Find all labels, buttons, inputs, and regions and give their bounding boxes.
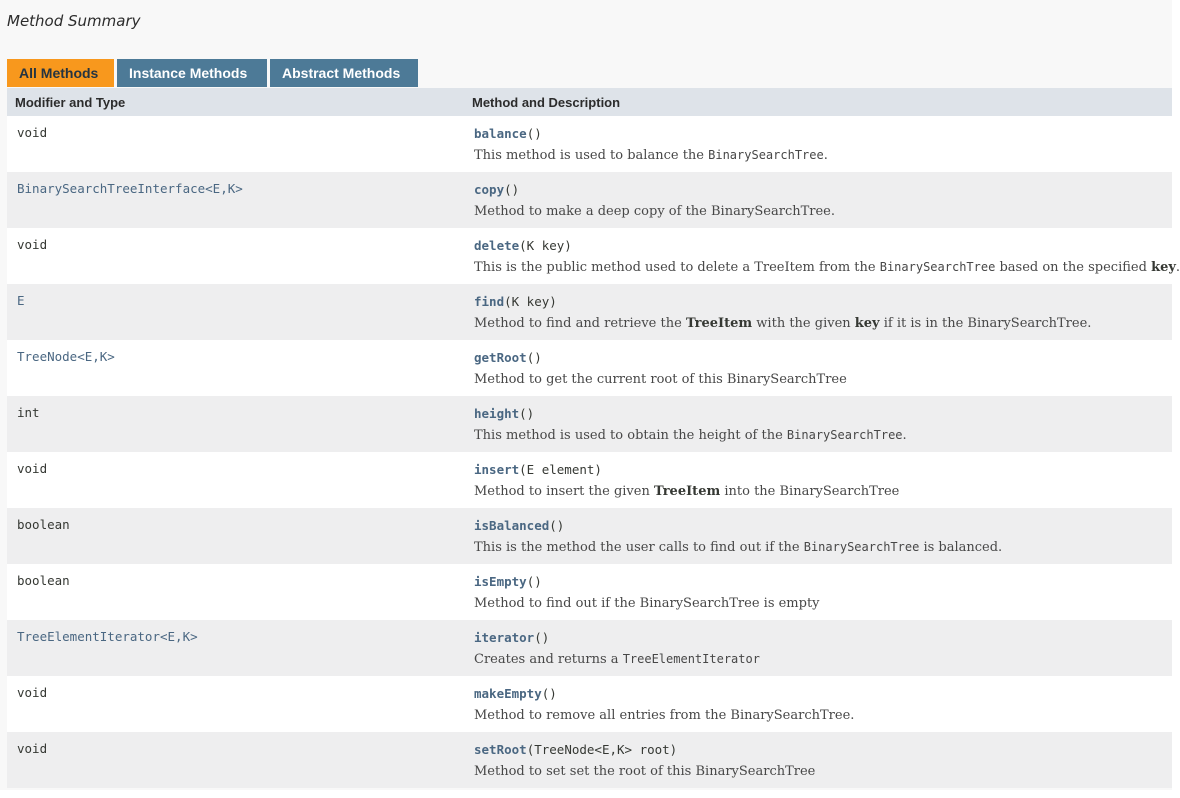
return-type-link[interactable]: BinarySearchTreeInterface<E,K>: [17, 181, 243, 196]
method-description-cell: [464, 284, 1172, 340]
table-row: [7, 620, 1172, 676]
method-signature: [474, 629, 1172, 647]
modifier-type-cell: [7, 564, 464, 620]
description-text: .: [823, 148, 828, 163]
method-description-cell: [464, 172, 1172, 228]
method-description: [474, 204, 1172, 219]
modifier-type-cell: [7, 284, 464, 340]
method-description: [474, 764, 1172, 779]
description-text: if it is in the BinarySearchTree.: [879, 316, 1092, 331]
modifier-type-cell: [7, 620, 464, 676]
column-header-method: Method and Description: [464, 88, 1172, 116]
tab-instance-methods[interactable]: Instance Methods: [117, 59, 267, 87]
table-row: [7, 172, 1172, 228]
method-params: (E element): [519, 462, 602, 477]
column-header-modifier: Modifier and Type: [7, 88, 464, 116]
method-params: (K key): [504, 294, 557, 309]
method-name-link[interactable]: find: [474, 294, 505, 309]
modifier-type-cell: [7, 228, 464, 284]
modifier-type-cell: [7, 732, 464, 788]
description-text: Method to insert the given: [474, 484, 654, 499]
method-params: (): [519, 406, 535, 421]
method-signature: [474, 293, 1172, 311]
method-name-link[interactable]: getRoot: [474, 350, 527, 365]
table-row: [7, 508, 1172, 564]
description-text: Method to find out if the BinarySearchTree is empty: [474, 596, 820, 611]
description-text: Creates and returns a: [474, 652, 623, 667]
table-row: [7, 452, 1172, 508]
description-text: Method to make a deep copy of the BinarySearchTree.: [474, 204, 836, 219]
return-type: boolean: [17, 573, 70, 588]
code-reference: BinarySearchTree: [803, 540, 920, 554]
bold-term: key: [854, 316, 880, 331]
table-row: [7, 340, 1172, 396]
method-description: [474, 428, 1172, 443]
return-type: void: [17, 237, 48, 252]
return-type-link[interactable]: E: [17, 293, 25, 308]
method-signature: [474, 125, 1172, 143]
method-description: [474, 148, 1172, 163]
method-params: (): [526, 574, 542, 589]
description-text: into the BinarySearchTree: [720, 484, 900, 499]
description-text: .: [1175, 260, 1180, 275]
bold-term: key: [1151, 260, 1176, 275]
section-title: Method Summary: [7, 12, 141, 30]
method-signature: [474, 517, 1172, 535]
method-params: (): [534, 630, 550, 645]
method-name-link[interactable]: delete: [474, 238, 520, 253]
method-description: [474, 540, 1172, 555]
method-signature: [474, 237, 1172, 255]
method-description-cell: [464, 452, 1172, 508]
return-type: boolean: [17, 517, 70, 532]
method-name-link[interactable]: balance: [474, 126, 527, 141]
return-type: void: [17, 461, 48, 476]
table-row: [7, 396, 1172, 452]
method-name-link[interactable]: isEmpty: [474, 574, 527, 589]
method-description: [474, 260, 1180, 275]
method-name-link[interactable]: setRoot: [474, 742, 527, 757]
modifier-type-cell: [7, 676, 464, 732]
modifier-type-cell: [7, 396, 464, 452]
method-description-cell: [464, 228, 1180, 284]
method-name-link[interactable]: iterator: [474, 630, 535, 645]
table-row: [7, 732, 1172, 788]
method-description-cell: [464, 676, 1172, 732]
description-text: .: [902, 428, 907, 443]
method-description: [474, 484, 1172, 499]
code-reference: TreeElementIterator: [622, 652, 760, 666]
method-name-link[interactable]: isBalanced: [474, 518, 550, 533]
modifier-type-cell: [7, 452, 464, 508]
method-description: [474, 372, 1172, 387]
method-rows: [7, 116, 1180, 788]
method-description-cell: [464, 732, 1172, 788]
description-text: This is the method the user calls to find out if the: [474, 540, 804, 555]
description-text: Method to remove all entries from the BinarySearchTree.: [474, 708, 855, 723]
method-description-cell: [464, 116, 1172, 172]
method-params: (): [504, 182, 520, 197]
description-text: This is the public method used to delete a TreeItem from the: [474, 260, 880, 275]
code-reference: BinarySearchTree: [879, 260, 996, 274]
bold-term: TreeItem: [653, 484, 721, 499]
description-text: Method to get the current root of this BinarySearchTree: [474, 372, 847, 387]
bold-term: TreeItem: [685, 316, 753, 331]
method-name-link[interactable]: copy: [474, 182, 505, 197]
modifier-type-cell: [7, 172, 464, 228]
method-params: (): [549, 518, 565, 533]
method-signature: [474, 685, 1172, 703]
method-signature: [474, 405, 1172, 423]
modifier-type-cell: [7, 340, 464, 396]
code-reference: BinarySearchTree: [708, 148, 824, 162]
return-type: int: [17, 405, 40, 420]
description-text: Method to set set the root of this BinarySearchTree: [474, 764, 816, 779]
return-type: void: [17, 125, 48, 140]
modifier-type-cell: [7, 508, 464, 564]
method-params: (): [541, 686, 557, 701]
method-name-link[interactable]: height: [474, 406, 520, 421]
description-text: This method is used to obtain the height of the: [474, 428, 787, 443]
method-description-cell: [464, 508, 1172, 564]
return-type: void: [17, 685, 48, 700]
tab-all-methods[interactable]: All Methods: [7, 59, 114, 87]
method-params: (): [526, 350, 542, 365]
method-params: (K key): [519, 238, 572, 253]
description-text: Method to find and retrieve the: [474, 316, 686, 331]
method-description-cell: [464, 564, 1172, 620]
return-type-link[interactable]: TreeElementIterator<E,K>: [17, 629, 198, 644]
method-description-cell: [464, 396, 1172, 452]
method-signature: [474, 461, 1172, 479]
method-description-cell: [464, 620, 1172, 676]
description-text: is balanced.: [919, 540, 1003, 555]
method-description: [474, 708, 1172, 723]
method-description-cell: [464, 340, 1172, 396]
table-row: [7, 676, 1172, 732]
return-type-link[interactable]: TreeNode<E,K>: [17, 349, 115, 364]
description-text: based on the specified: [995, 260, 1152, 275]
description-text: This method is used to balance the: [474, 148, 709, 163]
method-params: (TreeNode<E,K> root): [526, 742, 678, 757]
tab-abstract-methods[interactable]: Abstract Methods: [270, 59, 418, 87]
code-reference: BinarySearchTree: [786, 428, 903, 442]
table-row: [7, 564, 1172, 620]
method-signature: [474, 181, 1172, 199]
table-header-row: [7, 88, 1172, 116]
table-row: [7, 284, 1172, 340]
method-description: [474, 316, 1172, 331]
method-name-link[interactable]: makeEmpty: [474, 686, 542, 701]
method-signature: [474, 741, 1172, 759]
method-name-link[interactable]: insert: [474, 462, 520, 477]
method-signature: [474, 573, 1172, 591]
return-type: void: [17, 741, 48, 756]
table-row: [7, 116, 1172, 172]
method-signature: [474, 349, 1172, 367]
modifier-type-cell: [7, 116, 464, 172]
method-tabs: [7, 59, 418, 87]
method-table: [7, 88, 1180, 788]
table-row: [7, 228, 1172, 284]
method-description: [474, 652, 1172, 667]
method-description: [474, 596, 1172, 611]
description-text: with the given: [752, 316, 855, 331]
method-params: (): [526, 126, 542, 141]
